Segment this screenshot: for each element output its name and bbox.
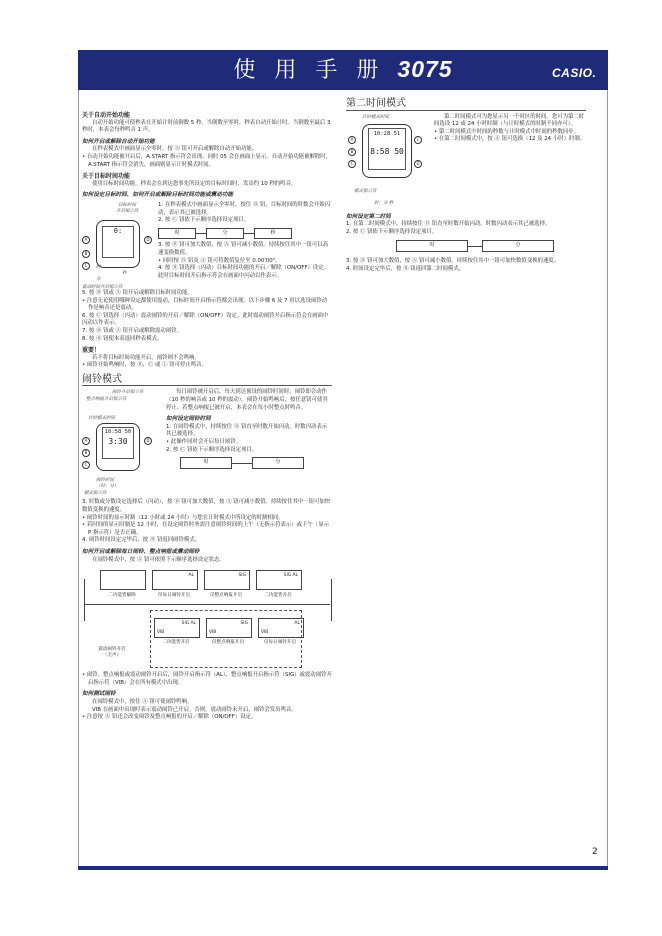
auto-start-howto: 如何开启或解除自动开始功能 xyxy=(82,138,155,145)
alarm-note1: • 闹铃、整点响报或震动闹铃开启后，闹铃开启指示符（AL）、整点响报开启指示符（SIG）或震动闹铃开启指示符（VIB）会在所有模式中出现。 xyxy=(82,672,332,686)
target-step4: 4. 按 Ⓑ 钮选择（闪动）目标时间功能的开启／解除（ON/OFF）设定。此时目标时间开启指示符会在画面中闪动以作表示。 xyxy=(158,265,329,279)
lcd-top: 10:28 51 xyxy=(373,130,401,137)
current-time-label: 计时模式时间 xyxy=(88,416,115,422)
label-min: 分 xyxy=(96,276,101,282)
arrow-icon xyxy=(196,233,206,234)
auto-start-bullet: • 自动开始功能被开启后，A.START 指示符会出现。同时 05 会在画面上显示。自动开始功能被解除时，A.START 指示符会消失，画面则显示计时模式时间。 xyxy=(82,153,332,168)
button-a-icon: A xyxy=(348,136,356,144)
alarm-mode-howto: 如何开启或解除每日闹铃、整点响报或震动闹铃 xyxy=(82,549,200,556)
arrow-icon xyxy=(244,233,254,234)
alarm-time-label: 闹铃时间 xyxy=(96,478,114,484)
target-step2: 2. 按 Ⓒ 钮依下示顺序选择设定项目。 xyxy=(158,217,250,224)
important-bullet: • 闹铃开始鸣响时，按 Ⓑ、Ⓒ 或 Ⓛ 钮可停止鸣音。 xyxy=(82,362,207,369)
button-d-icon: D xyxy=(144,236,152,244)
target-indicator-label: 目标时间 xyxy=(118,202,136,208)
target-step1: 1. 在秒表模式中画面显示全零时，按住 Ⓓ 钮，目标时间的时数会开始闪动，表示其已被选择。 xyxy=(158,201,331,216)
dual-time-watch-figure xyxy=(346,114,430,210)
flow-cell: 分 xyxy=(206,228,244,240)
button-d-icon: D xyxy=(144,437,152,445)
dual-step3: 3. 按 Ⓓ 钮可加大数值，按 Ⓐ 钮可减小数值。持续按住其中一钮可加快数值变换的速度。 xyxy=(346,257,560,264)
test-body2: VIB 在画面中出现时表示震动闹铃已开启。否则，震动闹铃未开启，闹铃会发出鸣音。 xyxy=(92,706,297,713)
alarm-mode-step: 在闹铃模式中，按 Ⓐ 钮可依照下示顺序选择设定状态。 xyxy=(92,556,225,563)
alarm-step3c: • 若时间的显示时制是 12 小时，在设定闹铃时务需注意闹铃时间的上午（无指示符表示）或下午（显示 P 指示符）是否正确。 xyxy=(82,522,329,536)
dual-bullet2: • 在第二时间模式中，按 Ⓐ 钮可选换（12 及 24 小时）时制。 xyxy=(434,136,586,143)
button-c-icon: C xyxy=(348,160,356,168)
flow-cell: 分 xyxy=(482,240,554,252)
target-step7: 7. 按 Ⓓ 钮或 Ⓐ 钮开启或解除震动闹铃。 xyxy=(82,327,182,334)
watch-lcd xyxy=(102,427,134,459)
mode-label: 仅每日闹铃开启 xyxy=(157,593,191,599)
button-l-icon: L xyxy=(414,136,422,144)
target-step5b: • 注意无论使用哪种设定都使用震动，目标时间开启指示符都会出现。以下步骤 6 及 7 用以选设闹铃动作是响音还是震动。 xyxy=(82,297,328,312)
target-howto: 如何设定目标时间、如何开启或解除目标时间功能或震动功能 xyxy=(82,192,234,199)
button-b-icon: B xyxy=(348,148,356,156)
mode-box-vib-sig: SIG VIB xyxy=(206,618,252,638)
alarm-step1: 1. 在闹铃模式中，持续按住 Ⓓ 钮直至时数开始闪动。时数闪动表示其已被选择。 xyxy=(166,423,328,438)
page-title: 使 用 手 册 3075 xyxy=(233,56,453,83)
cycle-arrow-line xyxy=(84,604,330,605)
flow-target xyxy=(158,228,332,240)
watch-lcd xyxy=(368,128,406,170)
alarm-step3b: • 闹铃时间的显示时制（12 小时或 24 小时）与您在计时模式中所设定的时制相同。 xyxy=(82,514,284,521)
target-body: 使用目标时间功能，秒表会在到达您事先所设定的目标时间时，发出约 10 秒的鸣音。 xyxy=(92,180,297,187)
button-a-icon: A xyxy=(82,437,90,445)
mode-label: 二功能皆解除 xyxy=(108,593,136,599)
mode-label: 二功能皆开启 xyxy=(264,593,292,599)
alarm-step1b: • 此操作同时会开启每日闹铃。 xyxy=(166,439,241,446)
arrow-icon xyxy=(468,246,482,247)
mode-box-sig: SIG xyxy=(204,570,250,590)
alarm-watch-figure xyxy=(82,389,162,499)
button-c-icon: C xyxy=(82,262,90,270)
alarm-indicator-label: 闹铃开启指示符 xyxy=(112,390,144,396)
mode-label: 仅整点响报开启 xyxy=(211,640,245,646)
test-bullet: • 注意按 Ⓐ 钮还会改变闹铃及整点响报的开启／解除（ON/OFF）设定。 xyxy=(82,714,257,721)
target-step6: 6. 按 Ⓒ 钮选择（闪动）震动闹铃的开启／解除（ON/OFF）设定。此时震动闹铃开启指示符会在画面中闪动以作表示。 xyxy=(82,312,329,327)
flow-cell: 分 xyxy=(252,457,304,469)
flow-dual xyxy=(396,240,586,252)
alarm-mode-diagram xyxy=(82,568,332,672)
lcd-top: 10:58 50 xyxy=(104,429,132,436)
signal-indicator-label: 整点响报开启指示符 xyxy=(86,397,127,403)
watch-lcd: 0: xyxy=(102,226,134,258)
flow-cell: 时 xyxy=(396,240,468,252)
vib-caption-2: （无声） xyxy=(102,653,122,659)
test-howto: 如何测试闹铃 xyxy=(82,691,116,698)
page-number: 2 xyxy=(592,847,598,857)
auto-start-body: 自动开始功能可使秒表在开始计时前倒数 5 秒。当倒数至零时，秒表自动开始计时。当倒数至最后 3 秒时，本表会每秒鸣音 1 声。 xyxy=(82,119,331,134)
flow-cell: 秒 xyxy=(254,228,292,240)
important-heading: 重要！ xyxy=(82,347,101,355)
dual-time-section-title: 第二时间模式 xyxy=(346,100,586,111)
target-step3b: • 同时按 Ⓓ 钮及 Ⓐ 钮可将数值复位至 0.00'00"。 xyxy=(158,257,281,264)
dual-step2: 2. 按 Ⓒ 钮依下示顺序选择设定项目。 xyxy=(346,228,438,235)
vib-indicator-caption: 震动时间开启指示符 xyxy=(82,284,123,290)
mode-box-al: AL xyxy=(152,570,198,590)
lcd-bottom: 8:58 50 xyxy=(370,146,404,156)
auto-start-heading: 关于自动开始功能 xyxy=(82,112,131,119)
target-step5: 5. 按 Ⓓ 钮或 Ⓐ 钮开启或解除目标时间功能。 xyxy=(82,289,193,296)
alarm-step2: 2. 按 Ⓒ 钮依下示顺序选择设定项目。 xyxy=(166,446,258,453)
alarm-body: 每日闹铃被开启后，每天到达预设的闹铃时间时，闹铃即会动作（10 秒的响音或 10 秒的震动）。闹铃开始鸣响后，按任意钮可使其停止。若整点响报已被开启，本表会在每小时整点时鸣音。 xyxy=(166,389,328,411)
arrow-icon xyxy=(232,463,252,464)
alarm-time-format: （时：分） xyxy=(96,484,119,490)
time-format-label: 时：分 秒 xyxy=(374,200,394,206)
mode-box-vib-al: AL VIB xyxy=(258,618,304,638)
mode-label: 二功能皆开启 xyxy=(162,640,190,646)
button-b-icon: B xyxy=(82,250,90,258)
mode-box-sig-al: SIG AL xyxy=(256,570,302,590)
label-sec: 秒 xyxy=(122,270,127,276)
flow-cell: 时 xyxy=(180,457,232,469)
test-body: 在闹铃模式中，按住 Ⓐ 钮可使闹铃鸣响。 xyxy=(92,699,193,705)
target-step8: 8. 按 Ⓑ 钮使本表返回秒表模式。 xyxy=(82,335,163,342)
bottom-bar xyxy=(78,866,608,870)
alarm-step4: 4. 闹铃时间设定完毕后，按 Ⓑ 钮返回闹铃模式。 xyxy=(82,537,201,544)
alarm-section-title: 闹铃模式 xyxy=(82,376,332,387)
button-a-icon: A xyxy=(82,236,90,244)
mode-box-vib-sig-al: SIG AL VIB xyxy=(154,618,200,638)
button-d-icon: D xyxy=(414,160,422,168)
target-step3: 3. 按 Ⓓ 钮可加大数值，按 Ⓐ 钮可减小数值。持续按住其中一钮可以高速变换数值。 xyxy=(158,242,329,256)
important-body: 若不将目标时间功能开启，闹铃则不会鸣响。 xyxy=(92,354,200,361)
alarm-howto: 如何设定闹铃时间 xyxy=(166,416,211,423)
current-time-label: 计时模式时间 xyxy=(362,114,389,120)
right-column xyxy=(346,100,586,273)
casio-logo: CASIO. xyxy=(552,66,597,80)
mode-label: 仅整点响报开启 xyxy=(209,593,243,599)
dual-body: 第二时间模式可为您显示另一个时区的时间。您可为第二时间选设 12 或 24 小时时制（与计时模式的时制不同亦可）。 xyxy=(434,113,585,128)
target-heading: 关于目标时间功能 xyxy=(82,173,131,181)
button-b-icon: B xyxy=(82,449,90,457)
mode-indicator-label: 模式指示符 xyxy=(354,188,377,194)
left-column xyxy=(82,108,332,722)
dual-howto: 如何设定第二时间 xyxy=(346,213,391,220)
label-hour: 时 xyxy=(96,264,101,270)
vib-caption: 震动闹铃开启 xyxy=(98,647,126,653)
flow-cell: 时 xyxy=(158,228,196,240)
dual-step1: 1. 在第二时间模式中，持续按住 Ⓓ 钮直至时数开始闪动。时数闪动表示其已被选择。 xyxy=(346,221,551,228)
dual-step4: 4. 时间设定完毕后，按 Ⓑ 钮返回第二时间模式。 xyxy=(346,265,465,272)
button-c-icon: C xyxy=(82,461,90,469)
model-number: 3075 xyxy=(397,56,453,82)
mode-label: 仅每日闹铃开启 xyxy=(263,640,297,646)
dual-bullet1: • 第二时间模式中时间的秒数与计时模式中时间的秒数同步。 xyxy=(434,128,580,135)
flow-alarm xyxy=(180,457,332,469)
auto-start-step: 在秒表模式中画面显示全零时，按 Ⓐ 钮可开启或解除自动开始功能。 xyxy=(92,146,258,153)
target-indicator-label-2: 开启指示符 xyxy=(116,208,139,214)
lcd-bottom: 3:30 xyxy=(108,437,128,447)
alarm-step3: 3. 时数或分数设定选择后（闪动），按 Ⓓ 钮可加大数值，按 Ⓐ 钮可减小数值。持续按住其中一钮可加快数值变换的速度。 xyxy=(82,499,331,514)
stopwatch-figure xyxy=(82,202,154,290)
mode-indicator-label: 模式指示符 xyxy=(84,491,107,497)
